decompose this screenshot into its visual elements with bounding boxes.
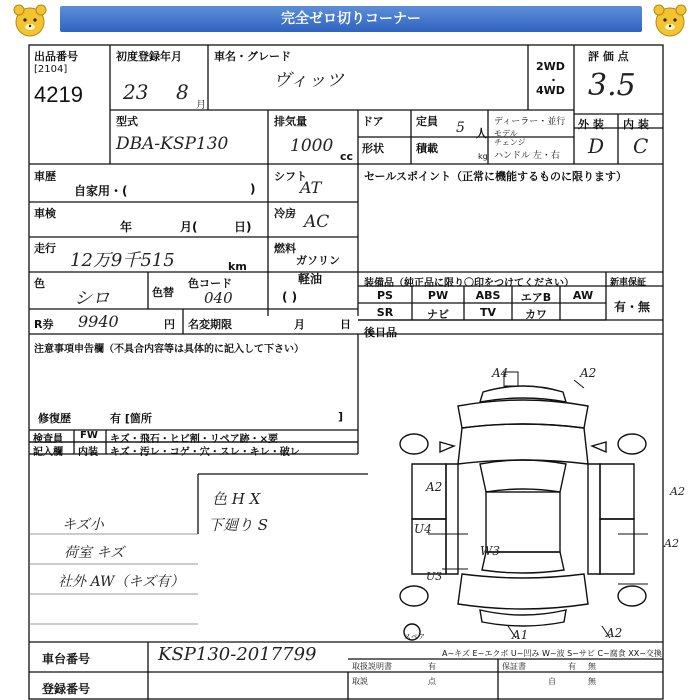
recycle-value: 9940 bbox=[78, 312, 119, 331]
footer-4: 保証書 bbox=[502, 662, 526, 671]
interior-text: キズ・汚レ・コゲ・穴・スレ・キレ・破レ bbox=[110, 447, 300, 458]
mark-a2-right: A2 bbox=[670, 485, 685, 498]
name-change-day: 日 bbox=[340, 318, 351, 331]
first-reg-month-unit: 月 bbox=[196, 100, 206, 111]
car-name-label: 車名・グレード bbox=[214, 50, 291, 63]
repair-value: 有 [箇所 bbox=[110, 412, 152, 425]
footer-9: 無 bbox=[588, 677, 596, 686]
remark-right-2: 下廻り S bbox=[208, 516, 269, 534]
notes-label: 注意事項申告欄（不具合内容等は具体的に記入して下さい） bbox=[34, 344, 304, 355]
mark-a2-front: A2 bbox=[580, 366, 597, 380]
chassis-value: KSP130-2017799 bbox=[158, 644, 317, 665]
mark-a2-bottom: A2 bbox=[606, 626, 623, 640]
new-warranty-value: 有・無 bbox=[614, 300, 651, 314]
shift-label: シフト bbox=[274, 170, 307, 183]
fuel-other: ( ) bbox=[282, 290, 298, 304]
displacement-label: 排気量 bbox=[274, 115, 307, 128]
remark-right-1: 色 H X bbox=[212, 490, 261, 508]
repair-label: 修復歴 bbox=[38, 412, 71, 425]
footer-3: 取説 bbox=[352, 677, 368, 686]
recycle-unit: 円 bbox=[164, 318, 175, 331]
inspection-day: 日) bbox=[234, 220, 252, 234]
inspector-label-2: 記入欄 bbox=[33, 447, 63, 458]
doors-label: ドア bbox=[362, 115, 384, 128]
exterior-label: 外 装 bbox=[578, 118, 604, 131]
color-value: シロ bbox=[74, 288, 110, 309]
lot-label: 出品番号 bbox=[34, 50, 78, 63]
inspection-label: 車検 bbox=[34, 207, 56, 220]
displacement-value: 1000 bbox=[290, 136, 334, 156]
name-change-month: 月 bbox=[294, 318, 305, 331]
first-reg-label: 初度登録年月 bbox=[116, 50, 182, 63]
equipment-option: TV bbox=[479, 306, 497, 319]
mileage-value: 12万9千515 bbox=[70, 250, 175, 271]
model-change-2: チェンジ bbox=[494, 138, 526, 147]
footer-8: 自 bbox=[548, 677, 556, 686]
equipment-option: ナビ bbox=[427, 308, 449, 321]
equipment-option: SR bbox=[376, 306, 394, 319]
footer-2: 有 bbox=[428, 662, 436, 671]
rating-value: 3.5 bbox=[588, 68, 636, 103]
sales-point-label: セールスポイント（正常に機能するものに限ります） bbox=[364, 170, 628, 183]
capacity-unit: 人 bbox=[476, 127, 487, 140]
shift-value: AT bbox=[300, 178, 322, 197]
lot-number: 4219 bbox=[34, 82, 83, 107]
footer-6: 無 bbox=[588, 662, 596, 671]
mark-a2-left: A2 bbox=[426, 480, 443, 494]
remark-left-1: キズ小 bbox=[62, 517, 104, 533]
mark-a2-rear: A2 bbox=[664, 537, 679, 550]
load-label: 積載 bbox=[416, 142, 438, 155]
car-name-value: ヴィッツ bbox=[273, 70, 344, 91]
shape-label: 形状 bbox=[362, 142, 384, 155]
rating-label: 評 価 点 bbox=[588, 50, 629, 63]
history-label: 車歴 bbox=[34, 170, 56, 183]
drive-2wd: 2WD bbox=[536, 60, 565, 73]
footer-5: 有 bbox=[568, 662, 576, 671]
equipment-option: カワ bbox=[525, 308, 547, 321]
fuel-diesel: 軽油 bbox=[298, 272, 323, 286]
first-reg-month: 8 bbox=[176, 80, 189, 104]
spare-label: スペア bbox=[404, 633, 425, 641]
fuel-gasoline: ガソリン bbox=[296, 254, 340, 267]
inspection-year: 年 bbox=[120, 220, 133, 234]
history-close: ) bbox=[250, 182, 256, 196]
register-label: 登録番号 bbox=[42, 682, 91, 696]
color-label: 色 bbox=[34, 277, 45, 290]
recycle-label: R券 bbox=[34, 318, 54, 331]
interior-label: 内 装 bbox=[623, 118, 649, 131]
auction-sheet bbox=[28, 44, 685, 700]
cooler-label: 冷房 bbox=[274, 207, 296, 220]
color-code-value: 040 bbox=[204, 289, 233, 307]
interior-tag: 内装 bbox=[78, 447, 98, 458]
inspection-month: 月( bbox=[180, 220, 198, 234]
capacity-label: 定員 bbox=[416, 115, 438, 128]
equipment-option: AW bbox=[572, 289, 594, 302]
mileage-unit: km bbox=[228, 260, 247, 273]
mark-u3: U3 bbox=[426, 570, 443, 583]
mileage-label: 走行 bbox=[34, 242, 56, 255]
cooler-value: AC bbox=[304, 212, 330, 232]
bear-mascot-icon bbox=[8, 2, 52, 38]
mark-a4: A4 bbox=[492, 366, 509, 380]
new-warranty-label: 新車保証 bbox=[610, 278, 647, 288]
page-title: 完全ゼロ切りコーナー bbox=[281, 11, 421, 27]
import-label: ディーラー・並行 bbox=[494, 117, 566, 127]
remark-left-3: 社外 AW（キズ有） bbox=[58, 574, 185, 590]
fw-tag: FW bbox=[80, 430, 98, 441]
load-unit: kg bbox=[478, 152, 488, 161]
interior-grade: C bbox=[633, 134, 649, 158]
extra-items-label: 後日品 bbox=[364, 326, 397, 339]
equipment-option: PS bbox=[377, 289, 393, 302]
color-code-label: 色コード bbox=[188, 277, 232, 290]
header bbox=[0, 0, 700, 40]
handle-label: ハンドル 左・右 bbox=[494, 151, 560, 161]
displacement-unit: cc bbox=[340, 150, 354, 163]
footer-1: 取扱説明書 bbox=[352, 662, 392, 671]
name-change-label: 名変期限 bbox=[188, 318, 232, 331]
remark-left-2: 荷室 キズ bbox=[64, 545, 125, 561]
repair-close: ] bbox=[338, 410, 344, 423]
lot-code: [2104] bbox=[34, 64, 68, 75]
model-value: DBA-KSP130 bbox=[116, 134, 229, 154]
mark-u4: U4 bbox=[414, 522, 432, 536]
equipment-option: エアB bbox=[520, 291, 552, 304]
equipment-option: ABS bbox=[475, 289, 501, 302]
drive-dot: ・ bbox=[548, 74, 559, 87]
equipment-label: 装備品（純正品に限り〇印をつけてください） bbox=[364, 278, 574, 289]
damage-legend: A~キズ E~エクボ U~凹み W~波 S~サビ C~腐食 XX~交換 bbox=[442, 649, 662, 658]
paint-change-label: 色替 bbox=[152, 286, 174, 299]
first-reg-year: 23 bbox=[123, 80, 149, 104]
footer-7: 点 bbox=[428, 677, 436, 686]
fuel-label: 燃料 bbox=[274, 242, 296, 255]
drive-4wd: 4WD bbox=[536, 84, 565, 97]
equipment-option: PW bbox=[427, 289, 449, 302]
fw-text: キズ・飛石・ヒビ割・リペア跡・×要 bbox=[110, 434, 278, 445]
bear-mascot-icon bbox=[648, 2, 692, 38]
mark-w3: W3 bbox=[480, 544, 500, 558]
model-label: 型式 bbox=[116, 115, 138, 128]
model-change-1: モデル bbox=[494, 129, 518, 138]
chassis-label: 車台番号 bbox=[42, 652, 91, 666]
car-damage-diagram bbox=[388, 364, 658, 644]
inspector-label-1: 検査員 bbox=[33, 434, 63, 445]
capacity-value: 5 bbox=[456, 120, 465, 136]
mark-a1: A1 bbox=[512, 628, 529, 642]
history-value: 自家用・( bbox=[74, 184, 128, 198]
exterior-grade: D bbox=[588, 134, 605, 158]
